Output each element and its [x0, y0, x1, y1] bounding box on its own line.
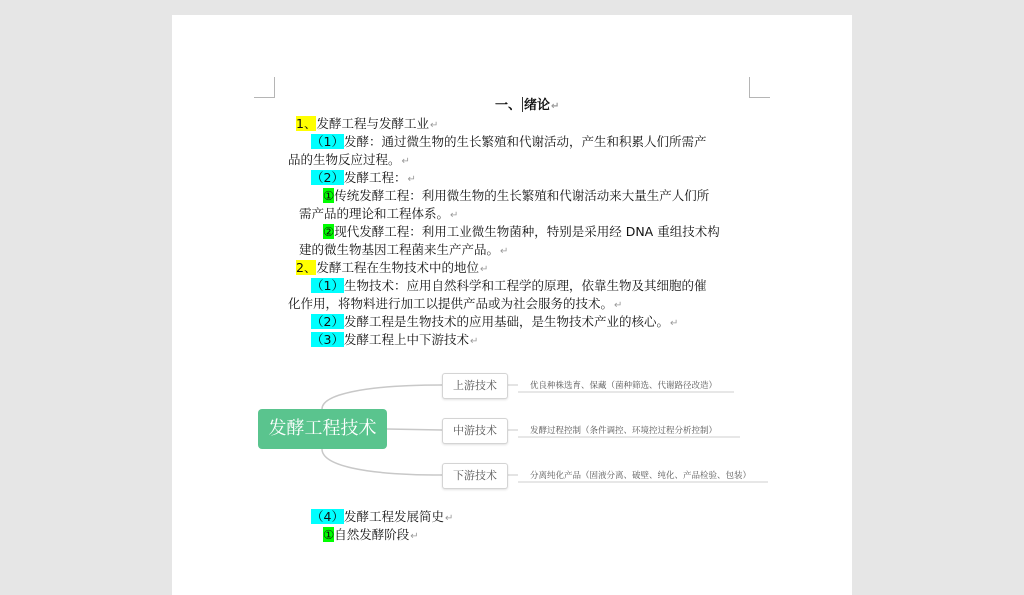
line-text: 发酵：通过微生物的生长繁殖和代谢活动，产生和积累人们所需产 [343, 134, 707, 149]
connector-lower [322, 449, 442, 475]
paragraph-mark: ↵ [469, 336, 479, 347]
line-text: 生物技术：应用自然科学和工程学的原理，依靠生物及其细胞的催 [343, 278, 707, 293]
line-number-highlight: ② [323, 224, 335, 239]
mindmap-branch-midstream[interactable]: 中游技术 [442, 418, 508, 444]
paragraph-mark: ↵ [551, 101, 560, 112]
line-number-highlight: ① [323, 188, 335, 203]
title-prefix: 一、 [495, 98, 522, 113]
document-page[interactable] [172, 15, 852, 595]
title-text: 绪论 [524, 98, 551, 113]
doc-line[interactable] [288, 151, 410, 171]
doc-line[interactable] [323, 187, 709, 205]
crop-mark-top-right [749, 77, 770, 98]
paragraph-mark: ↵ [429, 120, 439, 131]
line-number-highlight: （1） [311, 278, 344, 293]
line-number-highlight: 2、 [296, 260, 317, 275]
mindmap-central-node[interactable]: 发酵工程技术 [258, 409, 387, 449]
doc-line[interactable] [311, 313, 678, 333]
line-number-highlight: 1、 [296, 116, 317, 131]
doc-line[interactable] [296, 115, 438, 135]
mindmap-branch-upstream[interactable]: 上游技术 [442, 373, 508, 399]
paragraph-mark: ↵ [450, 210, 459, 221]
doc-line[interactable] [311, 133, 706, 151]
text-cursor [522, 97, 523, 112]
crop-mark-top-left [254, 77, 275, 98]
mindmap-detail-upstream[interactable]: 优良种株选育、保藏（菌种筛选、代谢路径改造） [530, 381, 718, 391]
doc-line[interactable] [311, 508, 453, 528]
section-title[interactable] [495, 97, 559, 116]
line-text: 自然发酵阶段 [334, 527, 410, 542]
paragraph-mark: ↵ [444, 513, 454, 524]
doc-line[interactable] [311, 331, 478, 351]
line-number-highlight: （4） [311, 509, 344, 524]
connector-middle [387, 429, 442, 430]
line-text: 品的生物反应过程。 [288, 152, 401, 167]
line-text: 发酵工程发展简史 [343, 509, 444, 524]
doc-line[interactable] [288, 295, 622, 315]
doc-line[interactable] [296, 259, 488, 279]
mindmap-detail-midstream[interactable]: 发酵过程控制（条件调控、环境控过程分析控制） [530, 426, 718, 436]
line-text: 传统发酵工程：利用微生物的生长繁殖和代谢活动来大量生产人们所 [334, 188, 710, 203]
doc-line[interactable] [311, 277, 706, 295]
line-number-highlight: （1） [311, 134, 344, 149]
line-text: 发酵工程是生物技术的应用基础，是生物技术产业的核心。 [343, 314, 669, 329]
doc-line[interactable] [299, 241, 508, 261]
connector-upper [322, 385, 442, 409]
line-text: 发酵工程在生物技术中的地位 [316, 260, 479, 275]
line-text: 发酵工程： [343, 170, 407, 185]
paragraph-mark: ↵ [669, 318, 679, 329]
line-number-highlight: （2） [311, 170, 344, 185]
line-number-highlight: （2） [311, 314, 344, 329]
paragraph-mark: ↵ [500, 246, 509, 257]
doc-line[interactable] [323, 526, 419, 546]
line-text: 化作用，将物料进行加工以提供产品或为社会服务的技术。 [288, 296, 614, 311]
paragraph-mark: ↵ [401, 156, 410, 167]
doc-line[interactable] [299, 205, 458, 225]
line-number-highlight: ① [323, 527, 335, 542]
doc-line[interactable] [311, 169, 416, 189]
paragraph-mark: ↵ [479, 264, 489, 275]
paragraph-mark: ↵ [410, 531, 419, 542]
doc-line[interactable] [323, 223, 720, 241]
line-text: 需产品的理论和工程体系。 [299, 206, 450, 221]
mindmap-detail-downstream[interactable]: 分离纯化产品（固液分离、破壁、纯化、产品检验、包装） [530, 471, 752, 481]
line-text: 发酵工程上中下游技术 [343, 332, 469, 347]
line-text: 建的微生物基因工程菌来生产产品。 [299, 242, 500, 257]
line-text: 发酵工程与发酵工业 [316, 116, 429, 131]
mindmap-branch-downstream[interactable]: 下游技术 [442, 463, 508, 489]
paragraph-mark: ↵ [407, 174, 416, 185]
paragraph-mark: ↵ [614, 300, 623, 311]
line-number-highlight: （3） [311, 332, 344, 347]
line-text: 现代发酵工程：利用工业微生物菌种，特别是采用经 DNA 重组技术构 [334, 224, 720, 239]
